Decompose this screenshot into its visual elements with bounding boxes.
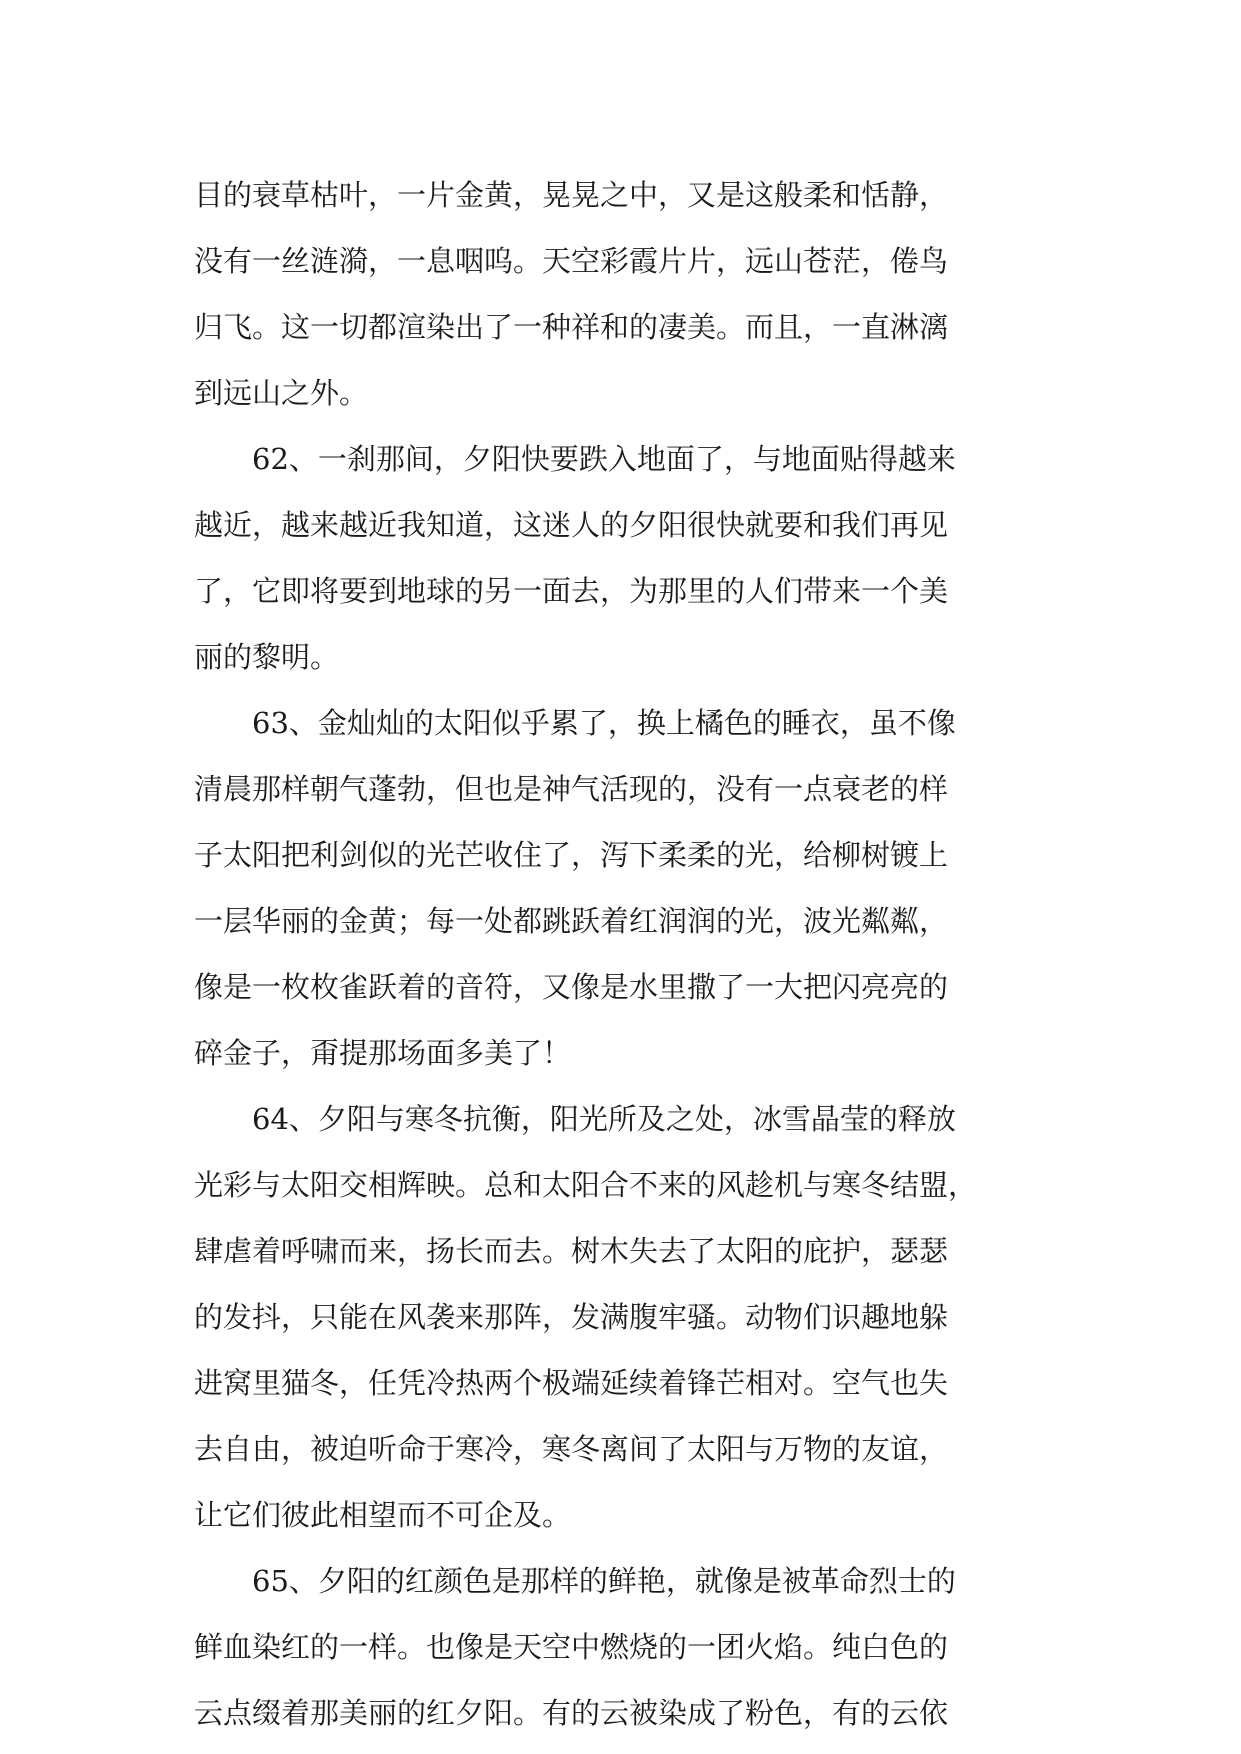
- paragraph: [194, 162, 1058, 426]
- text-line: 碎金子，甭提那场面多美了！: [194, 1036, 572, 1070]
- text-line: 进窝里猫冬，任凭冷热两个极端延续着锋芒相对。空气也失: [194, 1366, 949, 1400]
- text-line: 的发抖，只能在风袭来那阵，发满腹牢骚。动物们识趣地躲: [194, 1300, 949, 1334]
- document-page: [194, 162, 1058, 1746]
- text-line: 目的衰草枯叶，一片金黄，晃晃之中，又是这般柔和恬静，: [194, 178, 949, 212]
- text-line: 去自由，被迫听命于寒冷，寒冬离间了太阳与万物的友谊，: [194, 1432, 949, 1466]
- text-line: 归飞。这一切都渲染出了一种祥和的凄美。而且，一直淋漓: [194, 310, 949, 344]
- text-line: 62、一刹那间，夕阳快要跌入地面了，与地面贴得越来: [252, 442, 956, 476]
- paragraph: [194, 1086, 1058, 1548]
- text-line: 65、夕阳的红颜色是那样的鲜艳，就像是被革命烈士的: [252, 1564, 956, 1598]
- text-line: 肆虐着呼啸而来，扬长而去。树木失去了太阳的庇护，瑟瑟: [194, 1234, 949, 1268]
- text-line: 了，它即将要到地球的另一面去，为那里的人们带来一个美: [194, 574, 949, 608]
- text-line: 光彩与太阳交相辉映。总和太阳合不来的风趁机与寒冬结盟，: [194, 1168, 978, 1202]
- text-line: 云点缀着那美丽的红夕阳。有的云被染成了粉色，有的云依: [194, 1696, 949, 1730]
- text-line: 像是一枚枚雀跃着的音符，又像是水里撒了一大把闪亮亮的: [194, 970, 949, 1004]
- text-line: 没有一丝涟漪，一息咽呜。天空彩霞片片，远山苍茫，倦鸟: [194, 244, 949, 278]
- text-line: 64、夕阳与寒冬抗衡，阳光所及之处，冰雪晶莹的释放: [252, 1102, 956, 1136]
- paragraph: [194, 690, 1058, 1086]
- text-line: 子太阳把利剑似的光芒收住了，泻下柔柔的光，给柳树镀上: [194, 838, 949, 872]
- text-line: 63、金灿灿的太阳似乎累了，换上橘色的睡衣，虽不像: [252, 706, 956, 740]
- text-line: 丽的黎明。: [194, 640, 340, 674]
- text-line: 到远山之外。: [194, 376, 369, 410]
- text-line: 一层华丽的金黄；每一处都跳跃着红润润的光，波光粼粼，: [194, 904, 949, 938]
- text-line: 鲜血染红的一样。也像是天空中燃烧的一团火焰。纯白色的: [194, 1630, 949, 1664]
- text-line: 让它们彼此相望而不可企及。: [194, 1498, 572, 1532]
- text-line: 清晨那样朝气蓬勃，但也是神气活现的，没有一点衰老的样: [194, 772, 949, 806]
- text-line: 越近，越来越近我知道，这迷人的夕阳很快就要和我们再见: [194, 508, 949, 542]
- paragraph: [194, 426, 1058, 690]
- paragraph: [194, 1548, 1058, 1746]
